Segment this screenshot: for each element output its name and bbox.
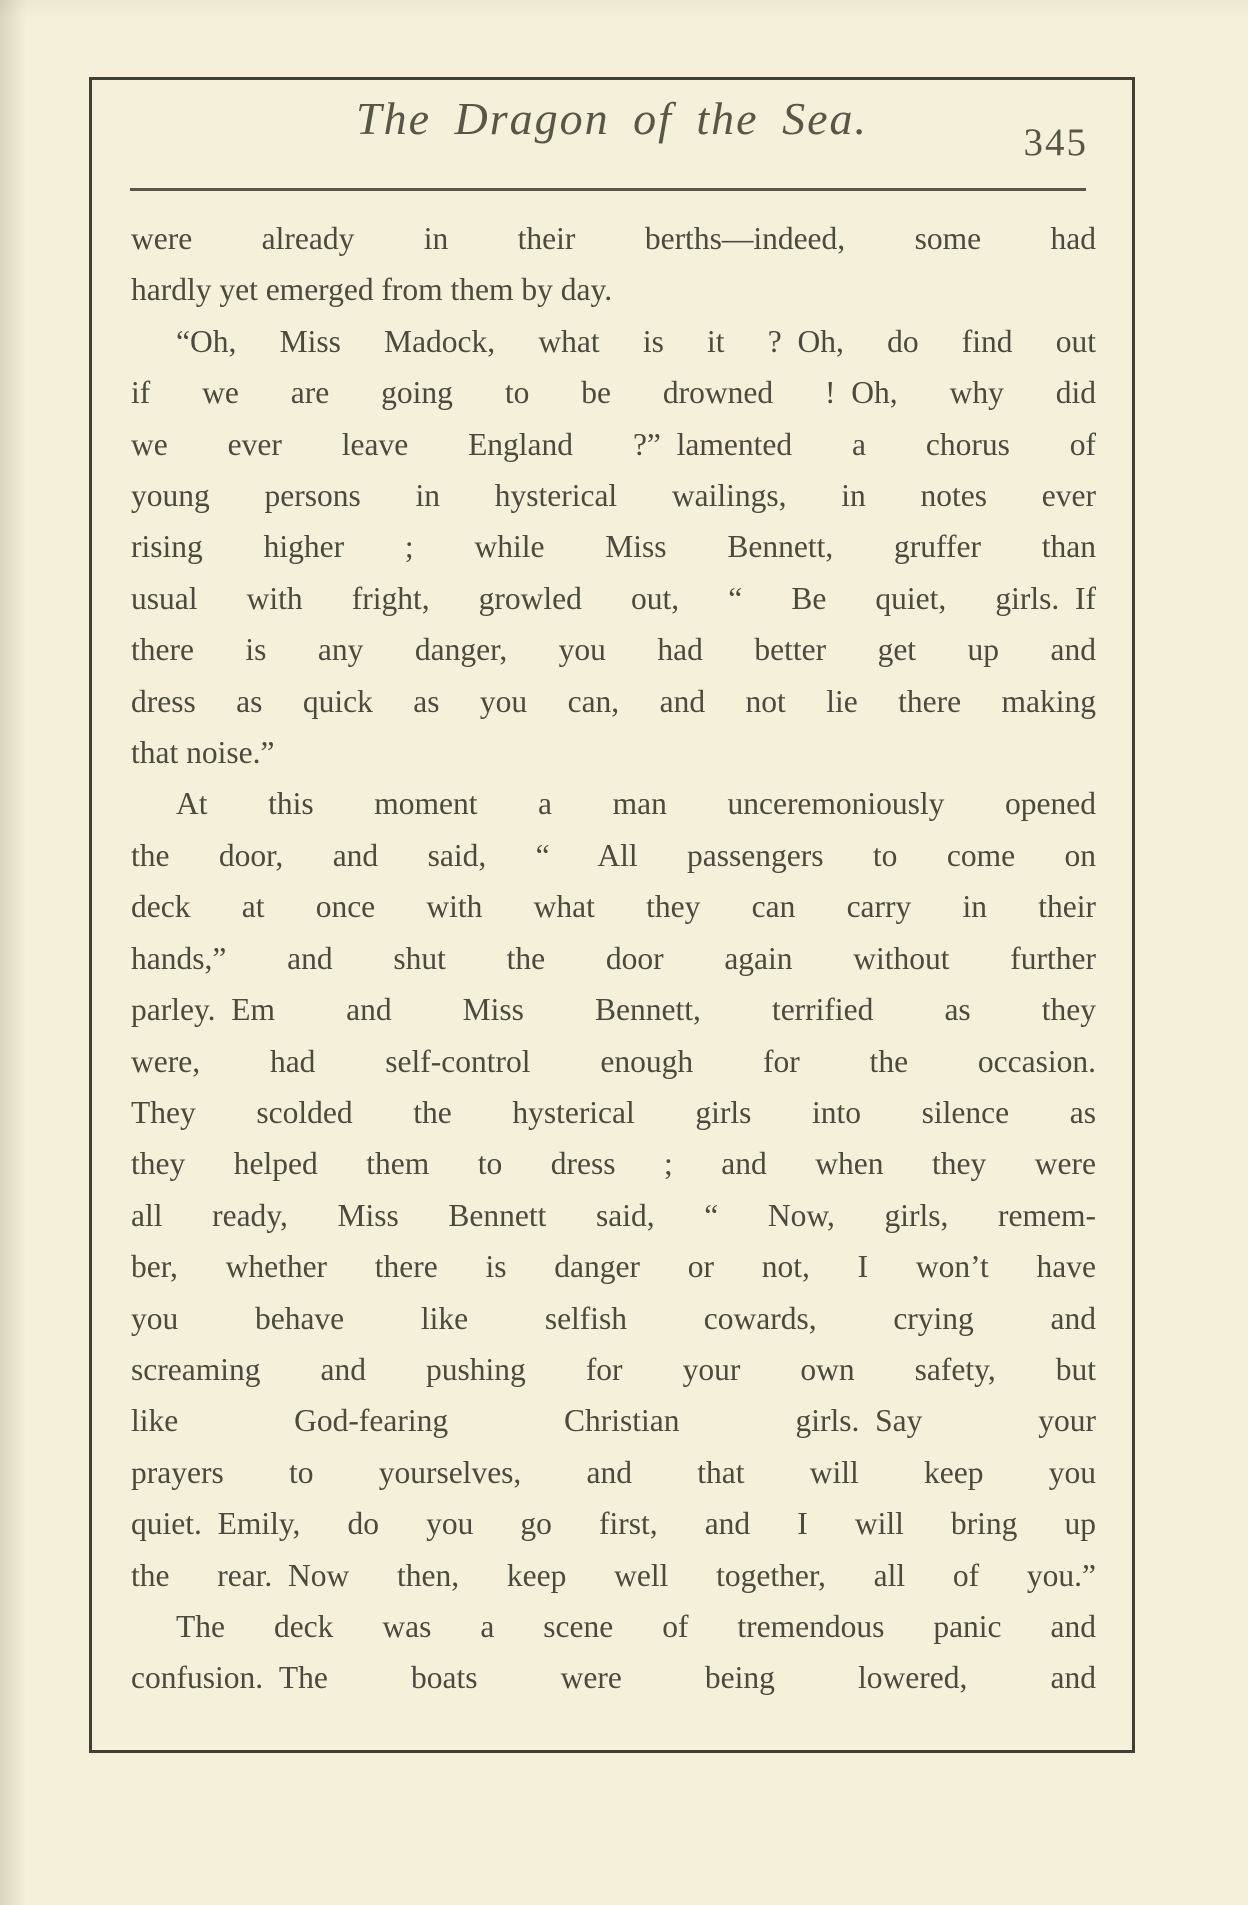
text-line: all ready, Miss Bennett said, “ Now, girls, remem-: [131, 1197, 1096, 1233]
text-line: rising higher ; while Miss Bennett, gruffer than: [131, 529, 1096, 565]
text-line: you behave like selfish cowards, crying and: [131, 1300, 1096, 1336]
text-line: like God-fearing Christian girls. Say your: [131, 1403, 1096, 1439]
text-line: They scolded the hysterical girls into silence as: [131, 1094, 1096, 1130]
page-text-block: [131, 213, 1096, 1704]
text-line: dress as quick as you can, and not lie there making: [131, 683, 1096, 719]
scan-shadow-left: [0, 0, 26, 1905]
text-line: deck at once with what they can carry in their: [131, 889, 1096, 925]
text-line: quiet. Emily, do you go first, and I will bring up: [131, 1506, 1096, 1542]
text-line: the door, and said, “ All passengers to come on: [131, 837, 1096, 873]
text-line: the rear. Now then, keep well together, all of you.”: [131, 1557, 1096, 1593]
text-line: The deck was a scene of tremendous panic and: [176, 1608, 1096, 1644]
header-rule: [130, 188, 1086, 191]
text-line: were, had self-control enough for the occasion.: [131, 1043, 1096, 1079]
running-header-title: The Dragon of the Sea.: [355, 93, 868, 144]
text-line: confusion. The boats were being lowered, and: [131, 1660, 1096, 1696]
text-line: At this moment a man unceremoniously opened: [176, 786, 1096, 822]
text-line: we ever leave England ?” lamented a chorus of: [131, 426, 1096, 462]
text-line: if we are going to be drowned ! Oh, why did: [131, 375, 1096, 411]
text-line: there is any danger, you had better get up and: [131, 632, 1096, 668]
text-line: hardly yet emerged from them by day.: [131, 272, 613, 308]
text-line: that noise.”: [131, 735, 275, 771]
page-number: 345: [1023, 121, 1088, 164]
text-line: screaming and pushing for your own safety, but: [131, 1351, 1096, 1387]
text-line: hands,” and shut the door again without further: [131, 940, 1096, 976]
text-line: were already in their berths—indeed, some had: [131, 221, 1096, 256]
page-border-frame: [89, 77, 1135, 1753]
text-line: ber, whether there is danger or not, I won’t have: [131, 1249, 1096, 1285]
text-line: they helped them to dress ; and when they were: [131, 1146, 1096, 1182]
text-line: prayers to yourselves, and that will keep you: [131, 1454, 1096, 1490]
scan-shadow-top: [0, 0, 1248, 18]
text-line: usual with fright, growled out, “ Be quiet, girls. If: [131, 580, 1096, 616]
text-line: young persons in hysterical wailings, in notes ever: [131, 478, 1096, 514]
text-line: parley. Em and Miss Bennett, terrified as they: [131, 992, 1096, 1028]
text-line: “Oh, Miss Madock, what is it ? Oh, do find out: [176, 323, 1096, 359]
